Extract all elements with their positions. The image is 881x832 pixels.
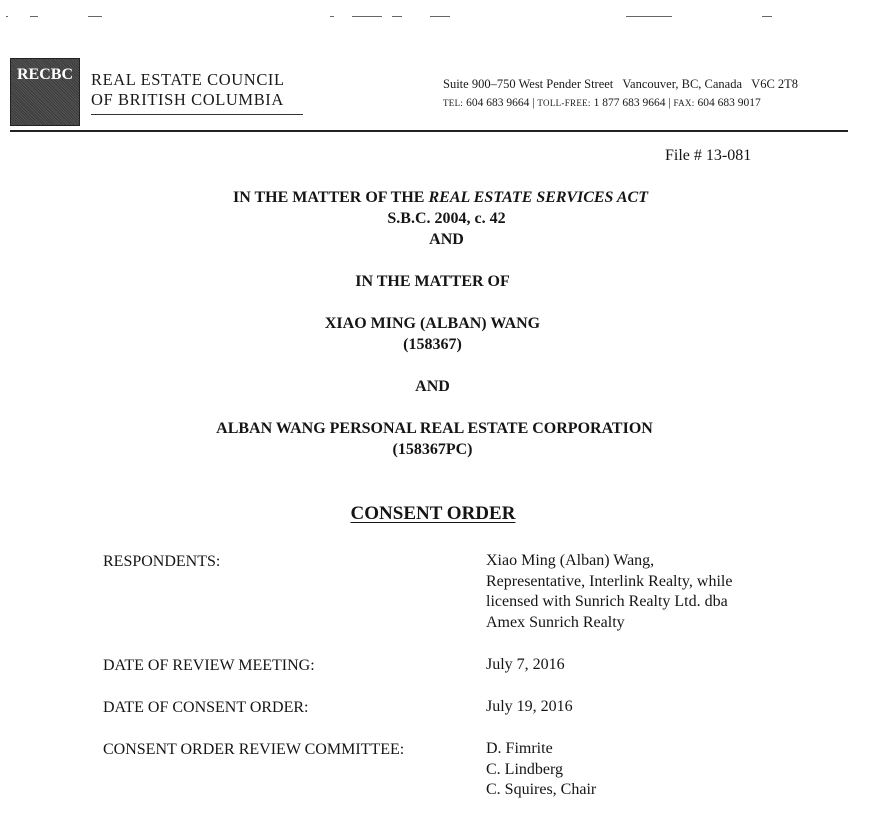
respondents-line: Xiao Ming (Alban) Wang, (486, 552, 655, 569)
respondents-label: RESPONDENTS: (103, 553, 221, 570)
organization-name (91, 70, 285, 110)
file-number: File # 13-081 (665, 147, 752, 164)
separator: | (532, 97, 538, 109)
logo-text: RECBC (16, 66, 73, 83)
and-separator-2: AND (415, 378, 450, 395)
matter-act-line (0, 187, 881, 209)
fax-label: FAX: (673, 98, 695, 108)
committee-member: D. Fimrite (486, 740, 553, 757)
scan-speck (430, 16, 450, 17)
org-name-underline (91, 114, 303, 115)
consent-order-date-label: DATE OF CONSENT ORDER: (103, 699, 309, 716)
fax-number: 604 683 9017 (697, 97, 761, 109)
statute-citation: S.B.C. 2004, c. 42 (387, 210, 506, 227)
document-title: CONSENT ORDER (350, 503, 516, 524)
separator: | (668, 97, 674, 109)
respondents-value (486, 551, 732, 633)
scan-speck (762, 16, 772, 17)
scan-speck (330, 16, 334, 17)
tollfree-number: 1 877 683 9664 (593, 97, 666, 109)
phone-line (443, 94, 798, 113)
committee-member: C. Lindberg (486, 760, 564, 778)
scan-speck (626, 16, 672, 17)
matter-act-prefix: IN THE MATTER OF THE (233, 189, 429, 206)
consent-order-date: July 19, 2016 (486, 698, 573, 715)
and-separator-1: AND (429, 231, 464, 248)
scan-speck (30, 16, 38, 17)
letterhead-divider (10, 130, 848, 132)
corporation-name: ALBAN WANG PERSONAL REAL ESTATE CORPORATION (216, 420, 653, 437)
scan-speck (6, 16, 8, 17)
corporation-licence-number: (158367PC) (392, 441, 473, 458)
scan-speck (352, 16, 382, 17)
review-meeting-date: July 7, 2016 (486, 656, 565, 673)
committee-members (486, 739, 596, 801)
matter-of-line: IN THE MATTER OF (355, 273, 510, 290)
tollfree-label: TOLL-FREE: (537, 98, 591, 108)
review-meeting-label: DATE OF REVIEW MEETING: (103, 657, 315, 674)
respondent-licence-number: (158367) (403, 336, 462, 353)
respondents-line: Representative, Interlink Realty, while (486, 572, 733, 590)
org-name-line2: OF BRITISH COLUMBIA (91, 90, 284, 109)
scan-speck (392, 16, 402, 17)
recbc-logo (10, 58, 80, 126)
contact-block (443, 75, 798, 113)
act-name: REAL ESTATE SERVICES ACT (428, 189, 648, 206)
respondents-line: Amex Sunrich Realty (486, 613, 625, 631)
committee-label: CONSENT ORDER REVIEW COMMITTEE: (103, 741, 405, 758)
org-name-line1: REAL ESTATE COUNCIL (91, 70, 285, 89)
respondents-line: licensed with Sunrich Realty Ltd. dba (486, 593, 728, 610)
tel-number: 604 683 9664 (466, 97, 530, 109)
tel-label: TEL: (443, 98, 464, 108)
office-address: Suite 900–750 West Pender Street Vancouver, BC, Canada V6C 2T8 (443, 77, 799, 91)
scan-speck (88, 16, 102, 17)
respondent-name: XIAO MING (ALBAN) WANG (324, 315, 541, 332)
committee-member: C. Squires, Chair (486, 781, 597, 798)
